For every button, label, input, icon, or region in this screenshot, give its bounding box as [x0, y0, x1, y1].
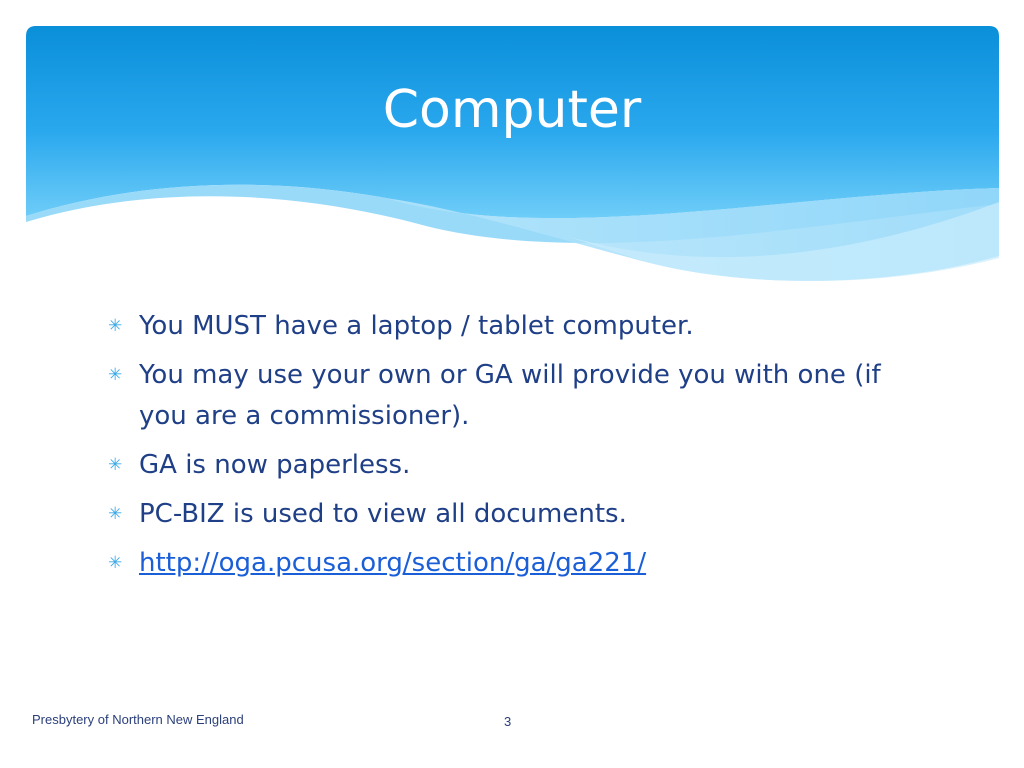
- bullet-text: You MUST have a laptop / tablet computer.: [139, 311, 694, 341]
- slide-title: Computer: [382, 80, 642, 140]
- asterisk-bullet-icon: ✳: [108, 553, 123, 573]
- asterisk-bullet-icon: ✳: [108, 504, 123, 524]
- header-wave-graphic: [26, 26, 999, 296]
- asterisk-bullet-icon: ✳: [108, 455, 123, 475]
- bullet-text: You may use your own or GA will provide you with one (if you are a commissioner).: [139, 360, 881, 431]
- bullet-text: PC-BIZ is used to view all documents.: [139, 499, 627, 529]
- asterisk-bullet-icon: ✳: [108, 365, 123, 385]
- bullet-item: [108, 306, 888, 347]
- ga-url-link[interactable]: http://oga.pcusa.org/section/ga/ga221/: [139, 548, 647, 578]
- bullet-item: [108, 355, 888, 437]
- bullet-item: [108, 543, 888, 584]
- header-banner: [26, 26, 999, 296]
- page-number: 3: [504, 714, 512, 729]
- bullet-list: [108, 306, 888, 592]
- footer-presbytery-name: Presbytery of Northern New England: [32, 712, 244, 727]
- asterisk-bullet-icon: ✳: [108, 316, 123, 336]
- bullet-item: [108, 494, 888, 535]
- bullet-text: GA is now paperless.: [139, 450, 411, 480]
- bullet-item: [108, 445, 888, 486]
